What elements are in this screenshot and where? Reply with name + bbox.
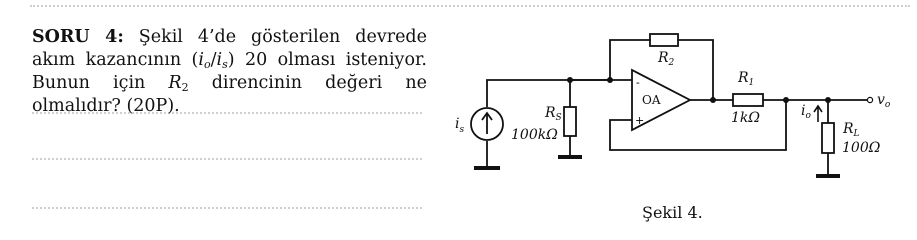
is-label: $i_s$ xyxy=(455,116,465,135)
rl-value: 100Ω xyxy=(842,140,881,156)
r2-label: $R_2$ xyxy=(658,50,675,68)
junction-dot-5 xyxy=(825,97,831,103)
question-text: SORU 4: Şekil 4’de gösterilen devrede akım kazancının $(i_o/i_s)$ 20 olması isteniyor. Bunun için $R_2$ direncinin değeri ne olmalıdır? (20P). xyxy=(32,27,427,116)
io-arrow xyxy=(814,106,822,122)
question-label: SORU 4: xyxy=(32,27,124,47)
rs-value: 100kΩ xyxy=(511,127,558,143)
opamp-label: OA xyxy=(642,93,661,107)
vo-label: $v_o$ xyxy=(877,92,891,110)
question-part-2: ) 20 olması isteniyor. Bunun için xyxy=(32,50,427,93)
junction-dot-2 xyxy=(607,77,613,83)
wire-r2-right xyxy=(678,40,713,100)
r1-label: $R_1$ xyxy=(738,70,755,88)
figure-caption: Şekil 4. xyxy=(642,203,703,222)
question-part-1: Şekil 4’de gösterilen devrede akım kazancının ( xyxy=(32,27,427,70)
rs-label: $R_S$ xyxy=(545,105,562,123)
plus-sign: + xyxy=(635,114,645,127)
output-terminal xyxy=(867,97,872,102)
rl-label: $R_L$ xyxy=(843,121,860,139)
resistor-rl xyxy=(822,123,834,153)
io-label: $i_o$ xyxy=(801,103,811,121)
minus-sign: - xyxy=(636,76,640,89)
question-part-3: direncinin değeri ne olmalıdır? (20P). xyxy=(32,73,427,116)
resistor-rs xyxy=(564,107,576,136)
r1-value: 1kΩ xyxy=(731,110,760,126)
wire-input-top xyxy=(487,40,650,107)
resistor-r2 xyxy=(650,34,678,46)
junction-dot-1 xyxy=(567,77,573,83)
junction-dot-3 xyxy=(710,97,716,103)
junction-dot-4 xyxy=(783,97,789,103)
resistor-r1 xyxy=(733,94,763,106)
